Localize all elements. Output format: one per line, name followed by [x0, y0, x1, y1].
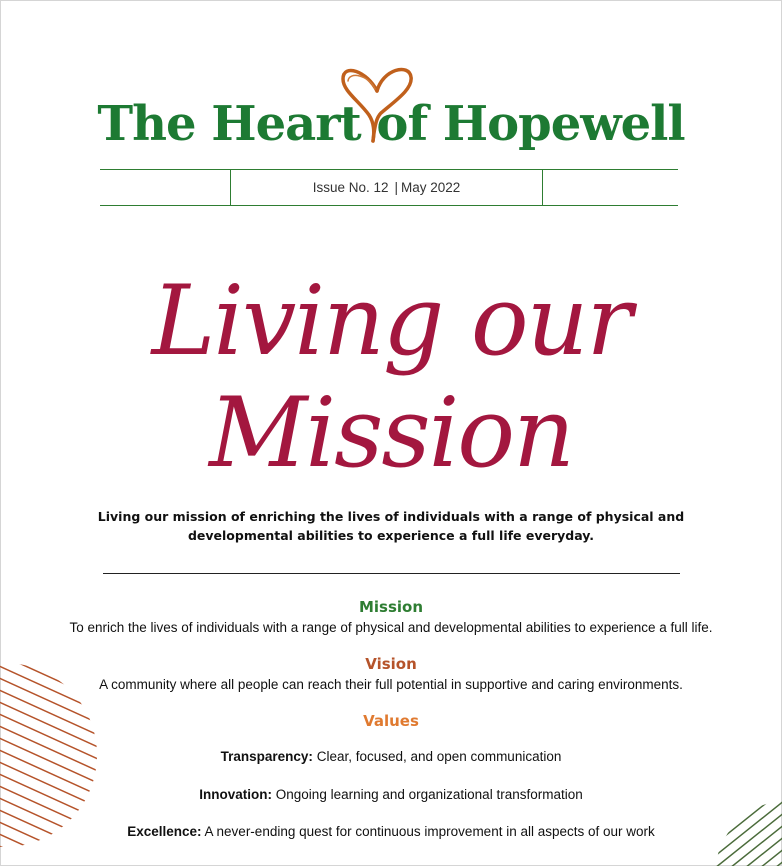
decorative-stripes-left	[0, 645, 100, 866]
divider	[103, 573, 680, 574]
issue-separator: |	[394, 180, 398, 195]
intro-text: Living our mission of enriching the lives of individuals with a range of physical and developmental abilities to experience a full life everyday.	[97, 509, 685, 543]
value-term: Innovation:	[199, 787, 273, 802]
issue-info	[230, 170, 543, 205]
vision-text: A community where all people can reach their full potential in supportive and caring environments.	[99, 677, 683, 692]
value-term: Excellence:	[127, 824, 202, 839]
mission-text: To enrich the lives of individuals with a range of physical and developmental abilities to experience a full life.	[69, 620, 713, 635]
value-term: Transparency:	[220, 749, 313, 764]
value-item-innovation	[0, 787, 782, 802]
decorative-stripes-right	[700, 800, 782, 866]
mission-heading: Mission	[358, 598, 424, 616]
masthead-title: The Heart of Hopewell	[97, 96, 685, 152]
value-desc: A never-ending quest for continuous improvement in all aspects of our work	[204, 824, 655, 839]
issue-date: May 2022	[401, 180, 461, 195]
headline: Living our Mission	[151, 265, 631, 489]
issue-bar	[100, 169, 678, 206]
value-desc: Ongoing learning and organizational transformation	[275, 787, 583, 802]
value-desc: Clear, focused, and open communication	[316, 749, 562, 764]
vision-heading: Vision	[365, 655, 417, 673]
issue-number: Issue No. 12	[312, 180, 389, 195]
value-item-excellence	[0, 824, 782, 839]
value-item-transparency	[0, 749, 782, 764]
values-heading: Values	[363, 712, 419, 730]
